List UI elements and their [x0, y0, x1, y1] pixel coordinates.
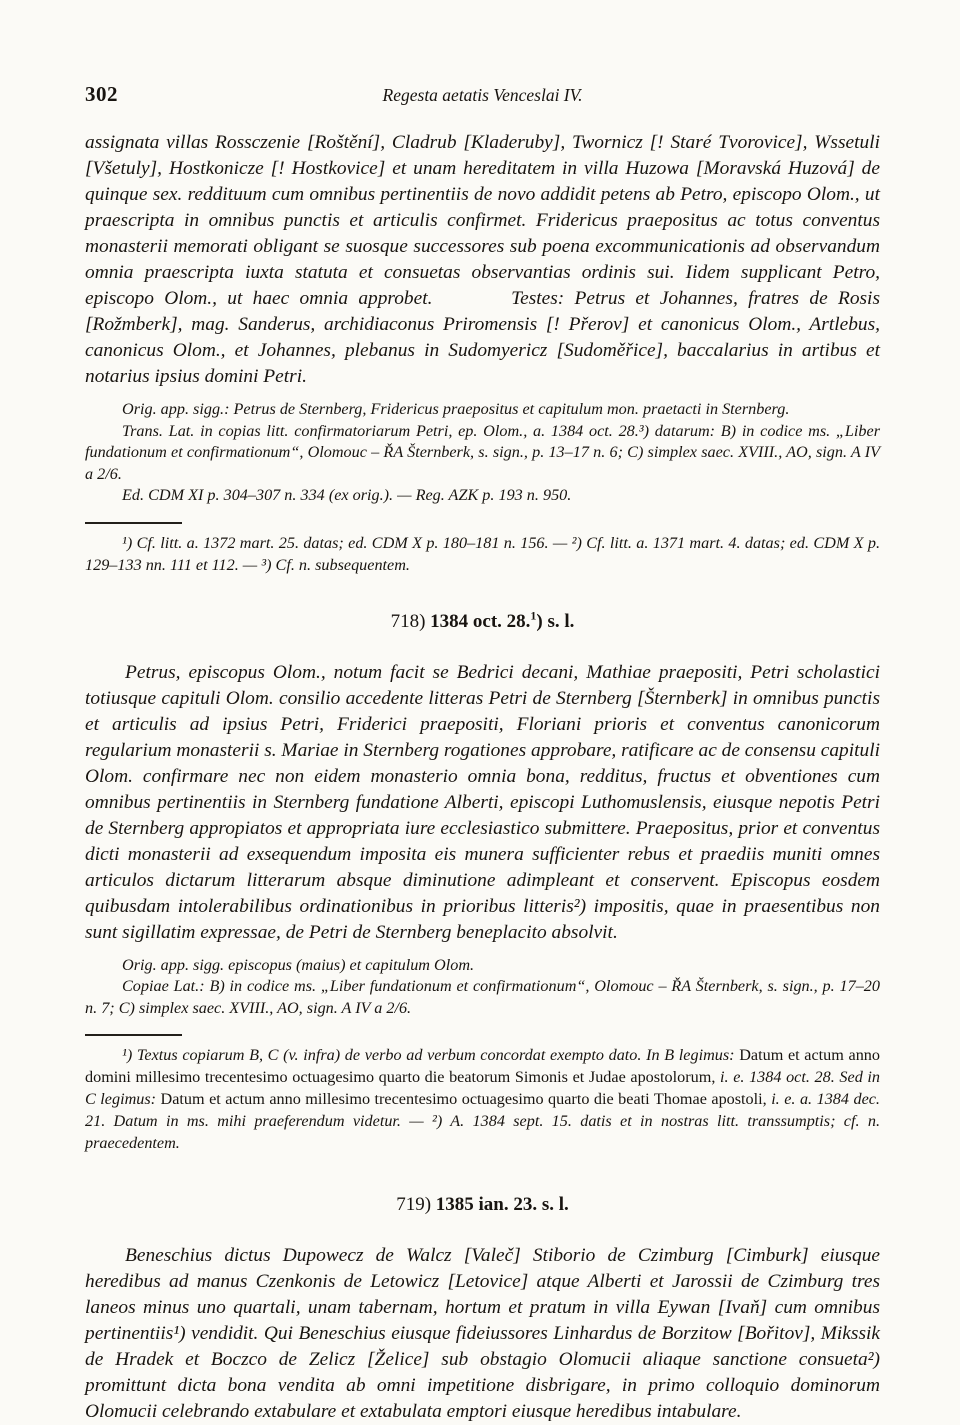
record-718-heading: [85, 608, 880, 633]
footnote-segment: i. e. 1384 oct. 28. Sed in C legimus:: [85, 1068, 881, 1108]
record-717-apparatus: [85, 399, 880, 507]
record-719-date: 1385 ian. 23. s. l.: [435, 1194, 569, 1216]
footnote-segment: i. e. a. 1384 dec. 21. Datum in ms. mihi praeferendum videtur. — ²) A. 1384 sept. 15. datis et in nostras litt. transsumptis; cf. n. praecedentem.: [85, 1089, 880, 1152]
record-718-place: ) s. l.: [536, 610, 575, 632]
record-718-date: 1384 oct. 28.: [430, 610, 531, 632]
record-718-footnote: [85, 1045, 880, 1154]
record-717-testes: Testes: Petrus et Johannes, fratres de Rosis [Rožmberk], mag. Sanderus, archidiaconus Priromensis [! Přerov] et canonicus Olom., Artlebus, canonicus Olom., et Johannes, plebanus in Sudomyericz [Sudoměřice], baccalarius in artibus et notarius ipsius domini Petri.: [85, 288, 880, 387]
footnote-segment: ¹) Textus copiarum B, C (v. infra) de verbo ad verbum concordat exempto dato. In B legimus:: [122, 1046, 735, 1065]
record-717-footnote: ¹) Cf. litt. a. 1372 mart. 25. datas; ed. CDM X p. 180–181 n. 156. — ²) Cf. litt. a. 1371 mart. 4. datas; ed. CDM X p. 129–133 nn. 111 et 112. — ³) Cf. n. subsequentem.: [85, 533, 880, 574]
record-718-number: 718): [390, 610, 426, 632]
record-719-heading: [85, 1194, 880, 1216]
apparatus-entry-orig: Orig. app. sigg.: Petrus de Sternberg, Fridericus praepositus et capitulum mon. praetacti in Sternberg.: [122, 400, 790, 418]
apparatus-entry-orig: Orig. app. sigg. episcopus (maius) et capitulum Olom.: [122, 955, 475, 974]
running-title: Regesta aetatis Venceslai IV.: [382, 85, 583, 105]
record-718-heading-footnote-mark: 1: [530, 608, 537, 623]
record-719: [85, 1194, 880, 1425]
record-718-apparatus: [85, 955, 880, 1020]
apparatus-entry-trans: Trans. Lat. in copias litt. confirmatoriarum Petri, ep. Olom., a. 1384 oct. 28.³) datarum: B) in codice ms. „Liber fundationum et confirmationum“, Olomouc – ŘA Šternberk, s. sign., p. 13–17 n. 6; C) simplex saec. XVIII., AO, sign. A IV a 2/6.: [85, 421, 880, 483]
footnote-separator: [85, 522, 182, 524]
apparatus-entry-copiae: Copiae Lat.: B) in codice ms. „Liber fundationum et confirmationum“, Olomouc – ŘA Šternberk, s. sign., p. 17–20 n. 7; C) simplex saec. XVIII., AO, sign. A IV a 2/6.: [85, 977, 880, 1017]
record-719-number: 719): [396, 1194, 432, 1216]
footnote-segment-quoted: Datum et actum anno domini millesimo trecentesimo octuagesimo quarto die beatorum Simonis et Judae apostolorum,: [85, 1046, 880, 1087]
record-718-body: Petrus, episcopus Olom., notum facit se Bedrici decani, Mathiae praepositi, Petri scholastici totiusque capituli Olom. consilio accedente litteras Petri de Sternberg [Šternberk] in omnibus punctis et articulis ad ipsius Petri, Friderici praepositi, Floriani prioris et conventus canonicorum regularium monasterii s. Mariae in Sternberg rogationes approbare, ratificare ac de consensu capituli Olom. confirmare nec non eidem monasterio omnia bona, redditus, fructus et obventiones cum omnibus pertinentiis in Sternberg fundatione Alberti, episcopi Luthomuslensis, eiusque nepotis Petri de Sternberg appropiatos et appropriata iure ecclesiastico submittere. Praepositus, prior et conventus dicti monasterii ad exsequendum imposita eis munera sufficienter rebus et praediis muniti omnes articulos dictarum litterarum absque diminutione adimpleant et conservent. Episcopus eosdem quibusdam intolerabilibus ordinationibus in prioribus litteris²) impositis, quae in praesentibus non sunt sigillatim expressae, de Petri de Sternberg beneplacito absolvit.: [85, 661, 880, 943]
record-718: [85, 608, 881, 1155]
page-number: 302: [85, 82, 118, 106]
record-719-body: Beneschius dictus Dupowecz de Walcz [Valeč] Stiborio de Czimburg [Cimburk] eiusque heredibus ad manus Czenkonis de Letowicz [Letovice] atque Alberti et Jarossii de Czimburg tres laneos minus uno quartali, unam tabernam, hortum et pratum in villa Eywan [Ivaň] cum omnibus pertinentiis¹) vendidit. Qui Beneschius eiusque fideiussores Linhardus de Borzitow [Bořitov], Mikssik de Hradek et Boczco de Zelicz [Želice] sub obstagio Olomucii aliaque sanctione consueta²) promittunt dicta bona vendita ab omni impetitione disbrigare, in primo colloquio dominorum Olomucii celebrando extabulare et extabulata emptori eiusque heredibus intabulare.: [85, 1245, 880, 1423]
footnote-separator: [85, 1034, 182, 1036]
footnote-segment-quoted: Datum et actum anno millesimo trecentesimo octuagesimo quarto die beati Thomae apostoli,: [160, 1089, 767, 1108]
record-717-text: assignata villas Rossczenie [Roštění], Cladrub [Kladeruby], Twornicz [! Staré Tvorovice], Wssetuli [Všetuly], Hostkonicze [! Hostkovice] et unam hereditatem in villa Huzowa [Moravská Huzová] de quinque sex. reddituum cum omnibus pertinentiis de novo addidit petens ab Petro, episcopo Olom., ut praescripta in omnibus punctis et articulis confirmet. Fridericus praepositus ac totus conventus monasterii memorati obligant se suosque successores sub poena excommunicationis ad observandum omnia praescripta iuxta statuta et consuetas observantias ordinis sui. Iidem supplicant Petro, episcopo Olom., ut haec omnia approbet.: [85, 132, 880, 309]
record-717-continuation: [85, 130, 880, 577]
page-header: [85, 82, 880, 108]
record-717-body: [85, 130, 880, 390]
apparatus-entry-ed: Ed. CDM XI p. 304–307 n. 334 (ex orig.). — Reg. AZK p. 193 n. 950.: [122, 486, 572, 505]
